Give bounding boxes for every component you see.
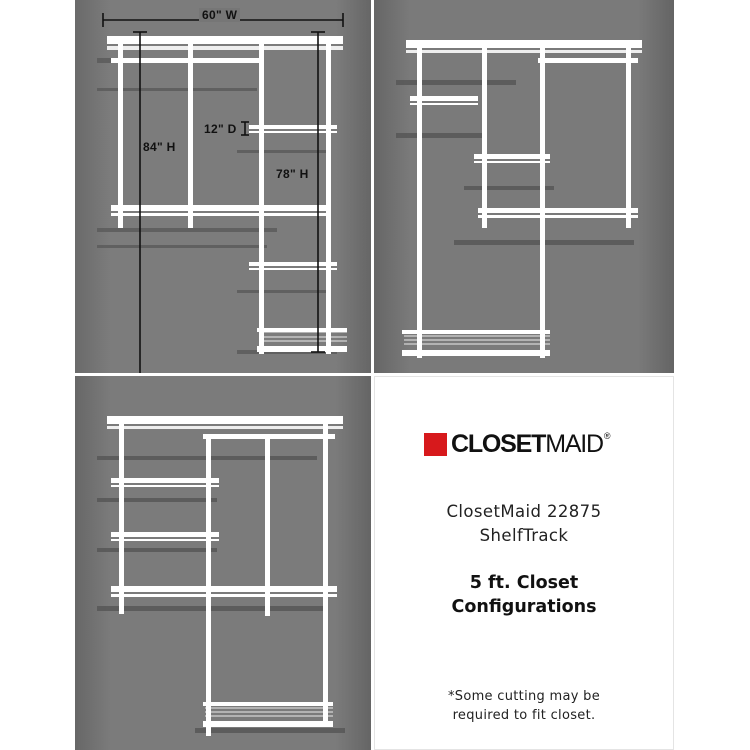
config-title-line1: 5 ft. Closet [469, 573, 579, 593]
width-dimension-label: 60" W [199, 8, 240, 22]
logo-wordmark: CLOSETMAID® [451, 430, 610, 458]
logo-square-icon [424, 433, 447, 456]
config-panel-3 [75, 376, 371, 750]
product-info-panel [374, 376, 674, 750]
closet-illustration-2 [374, 0, 674, 373]
height-dimension-label: 84" H [143, 140, 176, 154]
config-title-line2: Configurations [451, 597, 597, 617]
config-panel-dimensions [75, 0, 371, 373]
brand-logo [424, 432, 609, 457]
cutting-note-line2: required to fit closet. [452, 708, 596, 723]
config-panel-2 [374, 0, 674, 373]
closet-illustration-3 [75, 376, 371, 750]
product-name-line2: ShelfTrack [479, 526, 569, 545]
closet-illustration-1 [75, 0, 371, 373]
product-name-line1: ClosetMaid 22875 [446, 502, 602, 521]
cutting-note-line1: *Some cutting may be [447, 689, 601, 704]
upright-height-label: 78" H [276, 167, 309, 181]
depth-dimension-label: 12" D [204, 122, 237, 136]
